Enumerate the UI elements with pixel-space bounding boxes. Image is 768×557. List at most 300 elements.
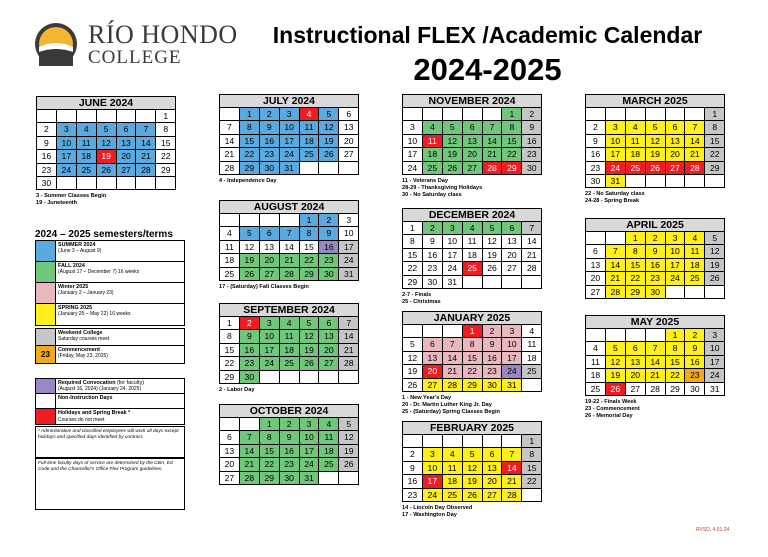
calendar-day: 6 [423,338,443,351]
calendar-day: 1 [522,435,542,448]
calendar-day: 19 [483,249,503,262]
calendar-week [403,325,542,338]
calendar-day: 4 [443,448,463,461]
calendar-day-empty [443,435,463,448]
calendar-day-empty [280,214,300,227]
month-grid [585,232,725,299]
calendar-day: 24 [280,148,300,161]
calendar-week [403,379,542,392]
calendar-day: 11 [443,462,463,475]
calendar-day: 4 [77,123,97,136]
month-note: 25 - Christmas [402,298,441,305]
calendar-day: 19 [463,475,483,488]
calendar-day: 26 [443,162,463,175]
calendar-day: 1 [463,325,483,338]
calendar-day: 1 [626,232,646,245]
calendar-day: 31 [339,268,359,281]
legend-item-name-main: SUMMER 2024 [58,242,96,248]
legend-swatch: 23 [36,346,56,363]
calendar-week [220,458,359,471]
month-notes [402,292,542,306]
calendar-day: 11 [463,235,483,248]
calendar-day: 8 [220,330,240,343]
calendar-day: 13 [339,121,359,134]
legend-swatch [36,262,56,282]
month-notes [36,193,176,207]
legend-text [56,283,184,303]
month-title: NOVEMBER 2024 [402,94,542,108]
calendar-day: 7 [240,431,260,444]
month-title: AUGUST 2024 [219,200,359,214]
legend-text [56,409,184,424]
calendar-day: 20 [339,135,359,148]
calendar-week [220,344,359,357]
calendar-day-empty [646,108,666,121]
calendar-day-empty [423,108,443,121]
calendar-day: 15 [220,344,240,357]
month-note: 4 - Independence Day [219,177,277,184]
legend-swatch [36,304,56,325]
calendar-day: 13 [260,241,280,254]
calendar-day: 19 [403,365,423,378]
calendar-day-empty [300,371,320,384]
month-january-2025 [402,311,542,416]
calendar-day: 11 [522,338,542,351]
month-march-2025 [585,94,725,205]
calendar-day: 18 [280,344,300,357]
calendar-day: 18 [626,148,646,161]
calendar-day: 13 [319,330,339,343]
calendar-day: 12 [319,121,339,134]
calendar-week [586,135,725,148]
calendar-day: 30 [280,472,300,485]
calendar-day: 17 [280,135,300,148]
calendar-day: 30 [260,162,280,175]
calendar-week [586,245,725,258]
calendar-week [403,338,542,351]
calendar-day: 8 [463,338,483,351]
legend-item-name-main: SPRING 2025 [58,305,93,311]
calendar-day: 26 [240,268,260,281]
calendar-day: 7 [483,121,503,134]
calendar-day: 19 [319,135,339,148]
calendar-day: 9 [280,431,300,444]
month-title: FEBRUARY 2025 [402,421,542,435]
calendar-day: 9 [403,462,423,475]
calendar-day: 7 [339,317,359,330]
calendar-day: 16 [260,135,280,148]
calendar-day: 13 [666,135,686,148]
calendar-day-empty [463,108,483,121]
calendar-day: 2 [423,222,443,235]
legend-item-name-main: Weekend College [58,330,103,336]
calendar-day-empty [626,329,646,342]
calendar-week [586,272,725,285]
legend-item-name-main: Non-Instruction Days [58,395,113,402]
calendar-day: 15 [666,356,686,369]
month-note: 20 - Dr. Martin Luther King Jr. Day [402,401,492,408]
legend-row [36,394,184,409]
calendar-day: 12 [403,352,423,365]
calendar-day: 5 [606,342,626,355]
calendar-day: 21 [522,249,542,262]
calendar-day: 14 [646,356,666,369]
month-april-2025 [585,218,725,299]
calendar-week [220,241,359,254]
month-may-2025 [585,315,725,420]
calendar-day: 3 [339,214,359,227]
calendar-day: 26 [339,458,359,471]
calendar-week [586,108,725,121]
calendar-day: 24 [57,164,77,177]
calendar-day: 3 [260,317,280,330]
calendar-week [403,276,542,289]
calendar-day: 9 [37,137,57,150]
calendar-week [403,489,542,502]
calendar-day: 13 [423,352,443,365]
month-november-2024 [402,94,542,199]
calendar-day: 25 [522,365,542,378]
calendar-day-empty [403,435,423,448]
month-notes [219,284,359,291]
calendar-week [220,135,359,148]
calendar-day: 16 [685,356,705,369]
calendar-week [403,108,542,121]
calendar-day: 10 [666,245,686,258]
calendar-day-empty [705,175,725,188]
calendar-day-empty [685,175,705,188]
month-october-2024 [219,404,359,485]
calendar-day: 20 [423,365,443,378]
calendar-day: 17 [443,249,463,262]
month-title: APRIL 2025 [585,218,725,232]
month-grid [219,108,359,175]
calendar-day: 10 [339,227,359,240]
calendar-day: 31 [606,175,626,188]
calendar-day: 10 [606,135,626,148]
calendar-day: 28 [483,162,503,175]
month-notes [402,395,542,416]
calendar-day: 16 [280,445,300,458]
calendar-day: 20 [666,148,686,161]
legend-heading: 2024 – 2025 semesters/terms [35,229,173,240]
legend-item-name-suffix: (for faculty) [115,380,144,386]
calendar-day: 29 [626,286,646,299]
calendar-day: 15 [463,352,483,365]
legend-item-desc: (January 25 – May 22) 16 weeks [58,311,131,318]
calendar-day-empty [685,108,705,121]
legend-swatch [36,329,56,345]
calendar-day-empty [646,329,666,342]
calendar-day: 4 [220,227,240,240]
calendar-day: 12 [483,235,503,248]
calendar-day: 26 [97,164,117,177]
legend-text [56,262,184,282]
calendar-day: 12 [339,431,359,444]
calendar-week [220,162,359,175]
calendar-day: 21 [606,272,626,285]
calendar-week [220,445,359,458]
calendar-day: 6 [666,121,686,134]
calendar-day: 9 [260,121,280,134]
legend-text [56,304,184,325]
calendar-day: 31 [280,162,300,175]
calendar-day-empty [502,435,522,448]
month-title: JANUARY 2025 [402,311,542,325]
calendar-day: 3 [502,325,522,338]
month-title: MARCH 2025 [585,94,725,108]
calendar-week [220,121,359,134]
calendar-day: 7 [136,123,156,136]
calendar-day: 25 [319,458,339,471]
calendar-day: 12 [606,356,626,369]
calendar-day: 29 [463,379,483,392]
calendar-day: 21 [685,148,705,161]
calendar-day: 29 [156,164,176,177]
month-title: JULY 2024 [219,94,359,108]
sunset-emblem-icon [34,22,78,66]
month-february-2025 [402,421,542,519]
calendar-day: 4 [685,232,705,245]
calendar-day: 11 [220,241,240,254]
calendar-day-empty [502,276,522,289]
calendar-day: 6 [319,317,339,330]
legend-item-desc: Courses do not meet [58,416,105,423]
month-note: 25 - (Saturday) Spring Classes Begin [402,408,500,415]
calendar-day: 6 [626,342,646,355]
calendar-day: 26 [319,148,339,161]
calendar-day: 15 [240,135,260,148]
month-september-2024 [219,303,359,394]
calendar-day: 4 [522,325,542,338]
calendar-day: 5 [443,121,463,134]
calendar-day: 1 [300,214,320,227]
calendar-week [403,462,542,475]
legend-item-name-main: Required Convocation [58,380,116,386]
calendar-day: 13 [117,137,137,150]
month-grid [402,325,542,392]
calendar-week [403,135,542,148]
calendar-day-empty [646,175,666,188]
calendar-week [586,356,725,369]
calendar-day: 6 [117,123,137,136]
calendar-day: 21 [443,365,463,378]
calendar-day: 8 [626,245,646,258]
month-grid [402,108,542,175]
calendar-day: 16 [522,135,542,148]
calendar-day: 11 [300,121,320,134]
calendar-day: 21 [220,148,240,161]
calendar-day: 27 [586,286,606,299]
calendar-day: 5 [339,418,359,431]
month-note: 3 - Summer Classes Begin [36,193,107,200]
calendar-day: 14 [339,330,359,343]
month-note: 2 - Labor Day [219,386,255,393]
month-note: 17 - (Saturday) Fall Classes Begin [219,283,309,290]
logo-line1: RÍO HONDO [88,20,238,49]
calendar-day-empty [626,175,646,188]
calendar-day: 12 [705,245,725,258]
calendar-day: 4 [319,418,339,431]
calendar-day: 24 [502,365,522,378]
calendar-day: 27 [260,268,280,281]
legend-row [36,409,184,424]
calendar-day-empty [606,329,626,342]
calendar-day-empty [483,276,503,289]
calendar-day: 10 [300,431,320,444]
calendar-day: 2 [685,329,705,342]
logo-line2: COLLEGE [88,47,182,68]
month-notes [402,505,542,519]
calendar-day: 24 [403,162,423,175]
month-notes [402,178,542,199]
calendar-day: 15 [522,462,542,475]
calendar-day: 15 [705,135,725,148]
calendar-day-empty [586,108,606,121]
calendar-day: 18 [319,445,339,458]
calendar-day: 5 [403,338,423,351]
calendar-day-empty [586,329,606,342]
calendar-day: 24 [423,489,443,502]
calendar-day-empty [300,162,320,175]
calendar-day: 7 [685,121,705,134]
calendar-week [403,249,542,262]
calendar-week [403,365,542,378]
calendar-day: 16 [240,344,260,357]
calendar-day-empty [220,108,240,121]
calendar-day: 2 [319,214,339,227]
calendar-day-empty [423,325,443,338]
calendar-day-empty [260,371,280,384]
calendar-day: 8 [260,431,280,444]
month-title: JUNE 2024 [36,96,176,110]
calendar-day-empty [463,435,483,448]
calendar-week [220,214,359,227]
month-title: MAY 2025 [585,315,725,329]
month-title: SEPTEMBER 2024 [219,303,359,317]
legend-swatch [36,394,56,408]
calendar-day: 3 [300,418,320,431]
calendar-day-empty [443,108,463,121]
calendar-day: 25 [77,164,97,177]
calendar-day-empty [463,276,483,289]
legend-row [36,304,184,325]
legend-swatch [36,241,56,261]
calendar-day: 24 [705,369,725,382]
legend-terms [35,240,185,326]
legend-note-faculty: Full-time faculty days of service are determined by the CBA, Ed Code and the Chancellor's Office Flex Program guidelines. [35,458,185,510]
calendar-week [37,177,176,190]
calendar-week [586,175,725,188]
calendar-day: 12 [97,137,117,150]
legend-row [36,346,184,363]
calendar-day: 31 [705,383,725,396]
calendar-day: 7 [220,121,240,134]
calendar-day: 25 [280,357,300,370]
calendar-day: 30 [37,177,57,190]
calendar-day: 20 [260,254,280,267]
legend-note-employees: * Administrative and classified employees will work all days except holidays and specified days identified by contract. [35,426,185,458]
calendar-day: 12 [463,462,483,475]
calendar-day: 16 [403,475,423,488]
legend-text [56,379,184,393]
calendar-day: 28 [136,164,156,177]
calendar-day: 22 [156,150,176,163]
calendar-day: 10 [423,462,443,475]
calendar-day-empty [136,110,156,123]
calendar-day: 1 [403,222,423,235]
calendar-day: 6 [483,448,503,461]
calendar-day: 20 [319,344,339,357]
calendar-day: 31 [443,276,463,289]
calendar-day: 28 [443,379,463,392]
calendar-day: 8 [156,123,176,136]
calendar-day: 27 [117,164,137,177]
calendar-day: 22 [502,148,522,161]
calendar-day: 18 [463,249,483,262]
legend-row [36,283,184,304]
calendar-day: 31 [300,472,320,485]
legend-item-name-main: Commencement [58,347,100,353]
calendar-day: 30 [685,383,705,396]
calendar-day-empty [97,177,117,190]
page-title: Instructional FLEX /Academic Calendar [272,22,703,48]
calendar-day-empty [666,175,686,188]
calendar-day: 14 [220,135,240,148]
calendar-day: 15 [260,445,280,458]
legend-text [56,346,184,363]
calendar-week [403,222,542,235]
calendar-day: 13 [463,135,483,148]
month-grid [36,110,176,190]
college-logo [34,20,254,72]
calendar-day: 27 [423,379,443,392]
calendar-day: 21 [136,150,156,163]
legend-item-desc: (June 3 – August 9) [58,248,102,255]
calendar-day-empty [117,177,137,190]
calendar-day: 2 [586,121,606,134]
calendar-day: 29 [705,162,725,175]
calendar-day: 30 [483,379,503,392]
calendar-day: 14 [606,259,626,272]
calendar-day: 5 [483,222,503,235]
calendar-day: 26 [300,357,320,370]
calendar-day: 19 [240,254,260,267]
calendar-day: 9 [586,135,606,148]
calendar-day-empty [522,276,542,289]
month-note: 26 - Memorial Day [585,412,633,419]
month-title: DECEMBER 2024 [402,208,542,222]
calendar-day: 10 [280,121,300,134]
calendar-day: 9 [685,342,705,355]
calendar-day: 11 [423,135,443,148]
calendar-day: 6 [220,431,240,444]
calendar-day: 10 [502,338,522,351]
calendar-week [586,232,725,245]
legend-row [36,329,184,346]
month-note: 19-22 - Finals Week [585,398,637,405]
legend-other [35,328,185,364]
calendar-day: 17 [57,150,77,163]
month-note: 24-28 - Spring Break [585,198,640,205]
calendar-day: 28 [685,162,705,175]
calendar-day-empty [606,232,626,245]
calendar-day: 3 [666,232,686,245]
calendar-day: 19 [705,259,725,272]
calendar-day: 30 [646,286,666,299]
calendar-day: 12 [240,241,260,254]
calendar-day: 23 [685,369,705,382]
